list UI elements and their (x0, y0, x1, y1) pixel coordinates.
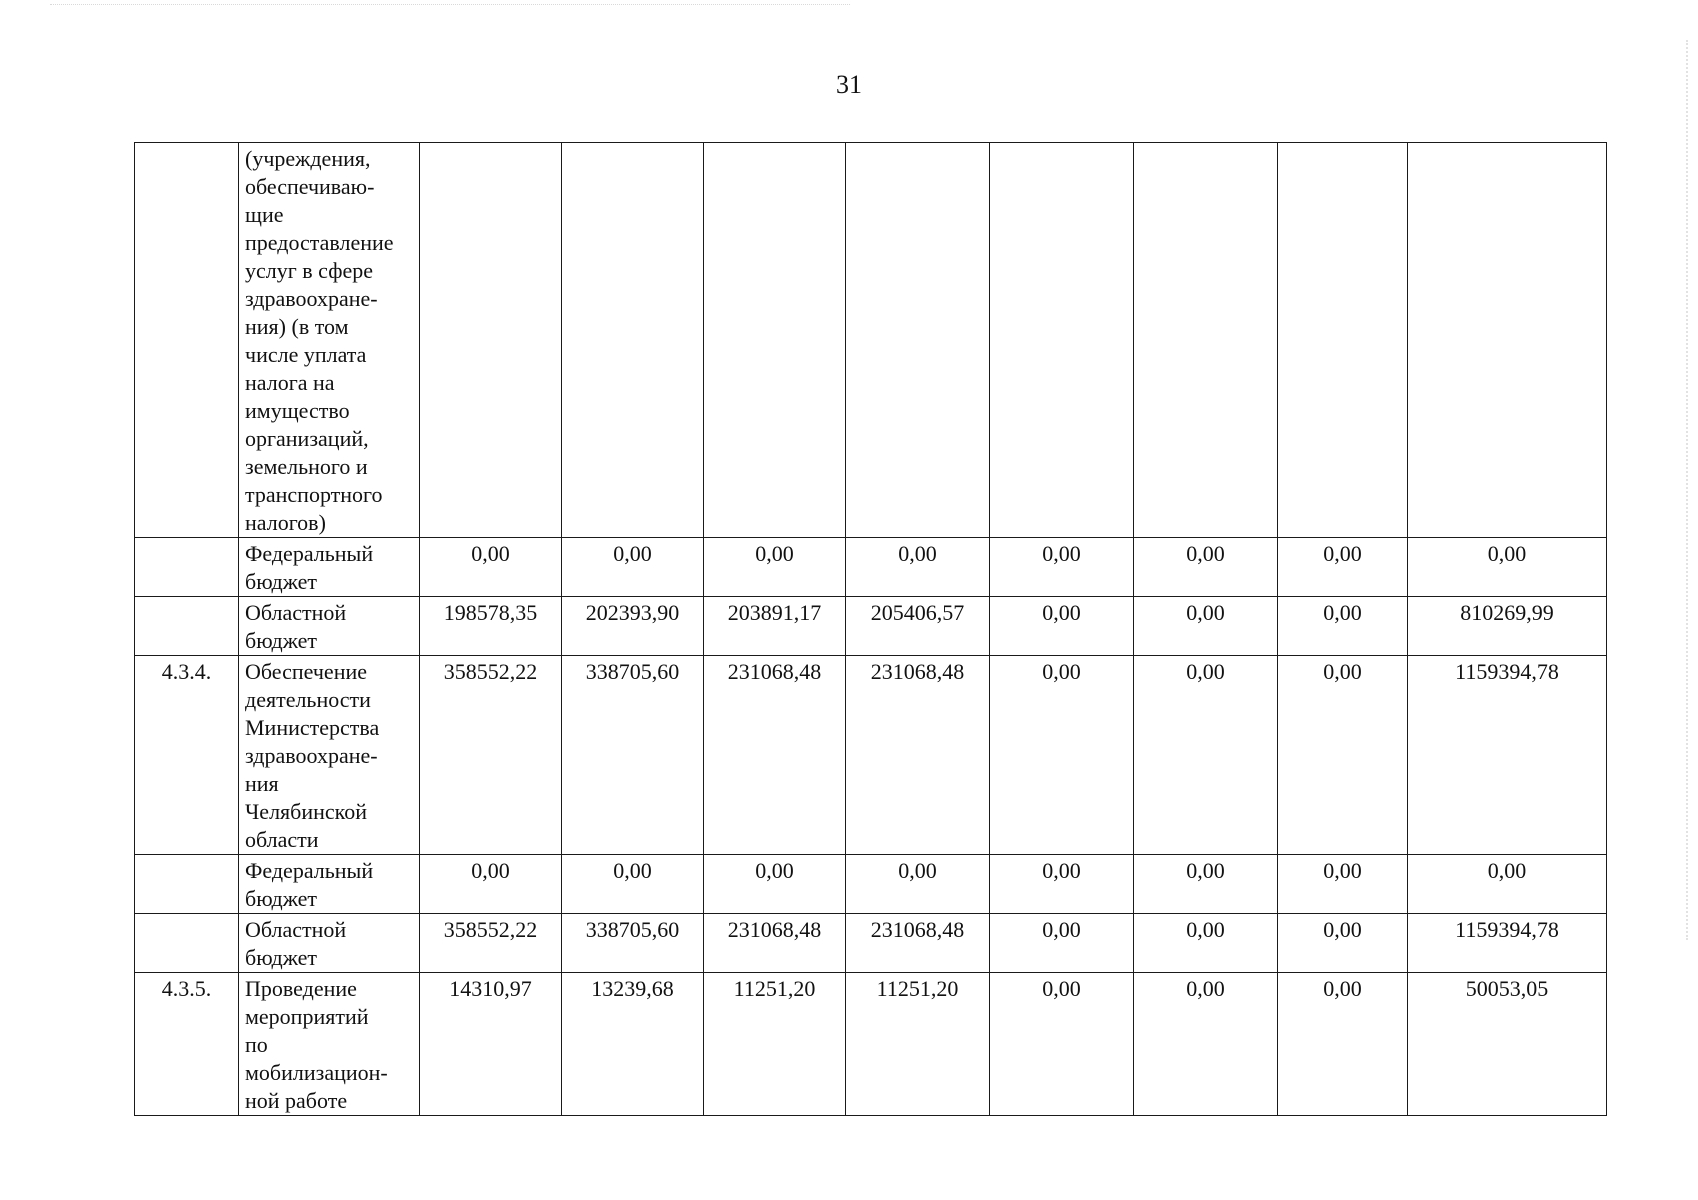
row-label-line: Министерства (245, 715, 380, 740)
row-label-line: Областной (245, 600, 347, 625)
row-label-line: деятельности (245, 687, 371, 712)
value-cell: 358552,22 (420, 656, 562, 855)
row-label-line: земельного и (245, 454, 368, 479)
value-cell: 338705,60 (562, 656, 704, 855)
value-cell: 0,00 (1134, 914, 1278, 973)
value-cell: 358552,22 (420, 914, 562, 973)
value-cell: 0,00 (1134, 973, 1278, 1116)
value-cell (990, 143, 1134, 538)
value-cell: 205406,57 (846, 597, 990, 656)
row-label-line: щие (245, 202, 284, 227)
budget-table (134, 142, 1607, 1116)
row-code-cell (135, 538, 239, 597)
table-row (135, 597, 1607, 656)
value-cell (704, 143, 846, 538)
scan-edge-right (1686, 40, 1694, 940)
value-cell (1278, 143, 1408, 538)
row-label-line: обеспечиваю- (245, 174, 375, 199)
table-row (135, 538, 1607, 597)
row-label-line: организаций, (245, 426, 369, 451)
value-cell: 0,00 (704, 855, 846, 914)
row-label-line: бюджет (245, 886, 317, 911)
value-cell: 1159394,78 (1408, 914, 1607, 973)
value-cell: 0,00 (1134, 656, 1278, 855)
table-row (135, 914, 1607, 973)
row-label-line: имущество (245, 398, 350, 423)
row-label-line: предоставление (245, 230, 394, 255)
value-cell: 0,00 (562, 538, 704, 597)
value-cell (420, 143, 562, 538)
row-label-line: здравоохране- (245, 743, 378, 768)
value-cell: 0,00 (1134, 855, 1278, 914)
row-code-cell (135, 855, 239, 914)
value-cell: 338705,60 (562, 914, 704, 973)
value-cell: 0,00 (1134, 597, 1278, 656)
value-cell: 231068,48 (704, 656, 846, 855)
row-code-cell (135, 914, 239, 973)
row-code-cell: 4.3.5. (135, 973, 239, 1116)
row-label-line: бюджет (245, 569, 317, 594)
row-code-cell (135, 143, 239, 538)
page-number: 31 (836, 70, 862, 99)
value-cell: 0,00 (1278, 855, 1408, 914)
value-cell: 1159394,78 (1408, 656, 1607, 855)
table-row (135, 656, 1607, 855)
budget-table-body (135, 143, 1607, 1116)
row-label-line: Федеральный (245, 541, 374, 566)
value-cell: 0,00 (990, 914, 1134, 973)
row-label-line: ния (245, 771, 279, 796)
row-label-line: бюджет (245, 628, 317, 653)
value-cell: 50053,05 (1408, 973, 1607, 1116)
row-label-line: Проведение (245, 976, 357, 1001)
value-cell: 0,00 (420, 855, 562, 914)
row-label-cell (239, 973, 420, 1116)
row-label-line: услуг в сфере (245, 258, 373, 283)
value-cell (1134, 143, 1278, 538)
table-row (135, 973, 1607, 1116)
row-label-line: по (245, 1032, 268, 1057)
value-cell: 0,00 (1408, 855, 1607, 914)
row-label-cell (239, 855, 420, 914)
value-cell: 0,00 (990, 973, 1134, 1116)
row-label-line: Областной (245, 917, 347, 942)
value-cell: 231068,48 (704, 914, 846, 973)
row-label-cell (239, 597, 420, 656)
row-label-line: области (245, 827, 319, 852)
row-label-line: транспортного (245, 482, 383, 507)
row-label-line: мероприятий (245, 1004, 369, 1029)
row-label-line: налогов) (245, 510, 326, 535)
value-cell: 0,00 (990, 597, 1134, 656)
value-cell: 203891,17 (704, 597, 846, 656)
row-label-line: здравоохране- (245, 286, 378, 311)
value-cell: 0,00 (846, 538, 990, 597)
value-cell: 14310,97 (420, 973, 562, 1116)
row-code-cell: 4.3.4. (135, 656, 239, 855)
scan-edge-top (50, 4, 850, 6)
value-cell: 231068,48 (846, 914, 990, 973)
value-cell: 0,00 (1278, 973, 1408, 1116)
row-label-line: Обеспечение (245, 659, 367, 684)
row-label-line: ной работе (245, 1088, 348, 1113)
row-label-line: (учреждения, (245, 146, 371, 171)
value-cell: 0,00 (562, 855, 704, 914)
value-cell: 198578,35 (420, 597, 562, 656)
row-label-line: ния) (в том (245, 314, 349, 339)
value-cell: 0,00 (1278, 914, 1408, 973)
value-cell (846, 143, 990, 538)
table-row (135, 855, 1607, 914)
row-label-line: числе уплата (245, 342, 367, 367)
value-cell: 0,00 (420, 538, 562, 597)
row-label-line: Федеральный (245, 858, 374, 883)
table-row (135, 143, 1607, 538)
row-label-line: налога на (245, 370, 335, 395)
value-cell (562, 143, 704, 538)
row-code-cell (135, 597, 239, 656)
value-cell: 0,00 (846, 855, 990, 914)
value-cell: 13239,68 (562, 973, 704, 1116)
row-label-cell (239, 914, 420, 973)
row-label-line: бюджет (245, 945, 317, 970)
value-cell: 0,00 (1408, 538, 1607, 597)
row-label-cell (239, 143, 420, 538)
row-label-cell (239, 656, 420, 855)
value-cell: 0,00 (990, 538, 1134, 597)
value-cell: 11251,20 (846, 973, 990, 1116)
value-cell: 0,00 (990, 855, 1134, 914)
value-cell: 0,00 (1134, 538, 1278, 597)
value-cell: 0,00 (1278, 656, 1408, 855)
value-cell: 810269,99 (1408, 597, 1607, 656)
value-cell: 202393,90 (562, 597, 704, 656)
value-cell: 0,00 (1278, 597, 1408, 656)
value-cell: 11251,20 (704, 973, 846, 1116)
value-cell: 0,00 (990, 656, 1134, 855)
value-cell: 231068,48 (846, 656, 990, 855)
value-cell: 0,00 (704, 538, 846, 597)
row-label-line: мобилизацион- (245, 1060, 388, 1085)
value-cell (1408, 143, 1607, 538)
row-label-line: Челябинской (245, 799, 368, 824)
row-label-cell (239, 538, 420, 597)
value-cell: 0,00 (1278, 538, 1408, 597)
